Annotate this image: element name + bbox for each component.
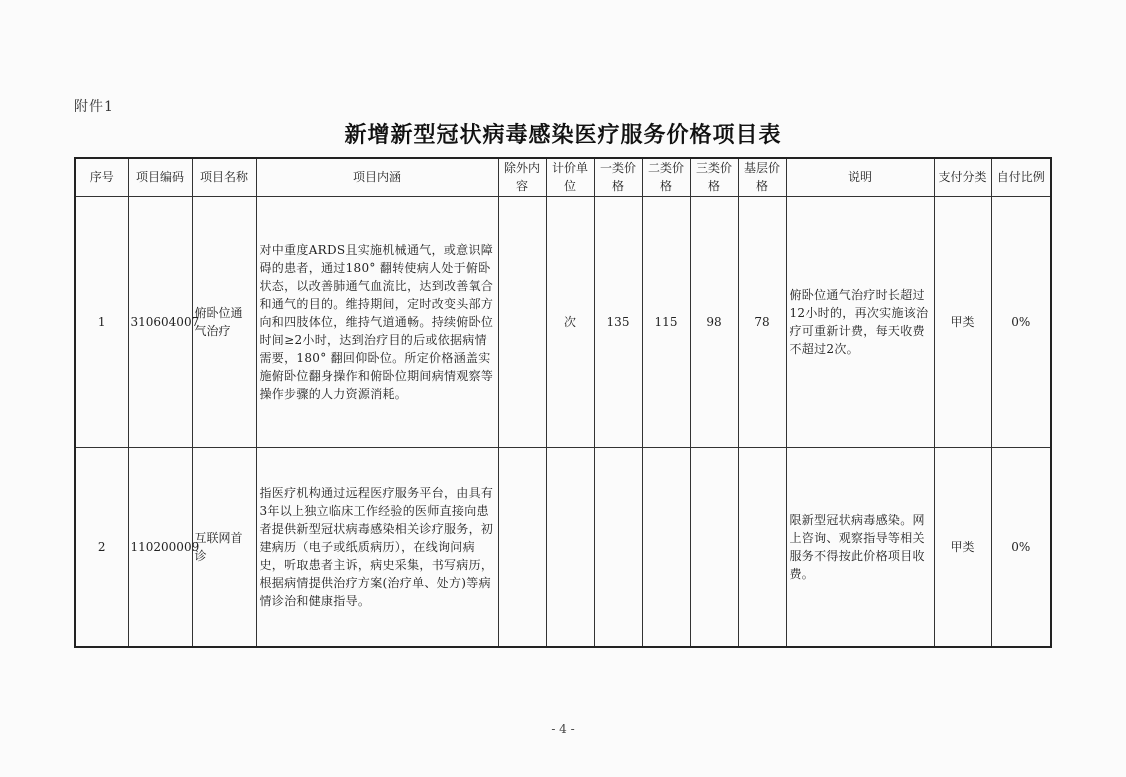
price-class-2 xyxy=(642,447,690,647)
col-header: 说明 xyxy=(786,158,934,196)
col-header: 自付比例 xyxy=(991,158,1051,196)
page-number: - 4 - xyxy=(551,722,575,736)
self-pay-ratio: 0% xyxy=(991,196,1051,447)
excluded-content xyxy=(498,447,546,647)
table-row xyxy=(75,196,1051,447)
col-header: 项目名称 xyxy=(192,158,256,196)
item-note: 限新型冠状病毒感染。网上咨询、观察指导等相关服务不得按此价格项目收费。 xyxy=(786,447,934,647)
col-header: 一类价格 xyxy=(594,158,642,196)
page-title: 新增新型冠状病毒感染医疗服务价格项目表 xyxy=(344,122,782,148)
item-note: 俯卧位通气治疗时长超过12小时的，再次实施该治疗可重新计费，每天收费不超过2次。 xyxy=(786,196,934,447)
item-content: 指医疗机构通过远程医疗服务平台，由具有3年以上独立临床工作经验的医师直接向患者提供新型冠状病毒感染相关诊疗服务，初建病历（电子或纸质病历），在线询问病史，听取患者主诉，病史采集，书写病历，根据病情提供治疗方案(治疗单、处方)等病情诊治和健康指导。 xyxy=(256,447,498,647)
table-row xyxy=(75,447,1051,647)
col-header: 除外内容 xyxy=(498,158,546,196)
price-table xyxy=(74,157,1052,648)
pay-class: 甲类 xyxy=(934,447,991,647)
table-header-row xyxy=(75,158,1051,196)
item-content: 对中重度ARDS且实施机械通气，或意识障碍的患者，通过180° 翻转使病人处于俯卧状态，以改善肺通气血流比，达到改善氧合和通气的目的。维持期间，定时改变头部方向和四肢体位，维持气道通畅。持续俯卧位时间≥2小时，达到治疗目的后或依据病情需要，180° 翻回仰卧位。所定价格涵盖实施俯卧位翻身操作和俯卧位期间病情观察等操作步骤的人力资源消耗。 xyxy=(256,196,498,447)
excluded-content xyxy=(498,196,546,447)
item-code: 310604007 xyxy=(128,196,192,447)
price-class-1: 135 xyxy=(594,196,642,447)
price-class-3: 98 xyxy=(690,196,738,447)
col-header: 支付分类 xyxy=(934,158,991,196)
price-class-2: 115 xyxy=(642,196,690,447)
item-name: 俯卧位通气治疗 xyxy=(192,196,256,447)
price-class-3 xyxy=(690,447,738,647)
pay-class: 甲类 xyxy=(934,196,991,447)
attachment-label: 附件1 xyxy=(74,99,114,115)
price-base: 78 xyxy=(738,196,786,447)
col-header: 项目编码 xyxy=(128,158,192,196)
pricing-unit: 次 xyxy=(546,196,594,447)
self-pay-ratio: 0% xyxy=(991,447,1051,647)
item-code: 110200009 xyxy=(128,447,192,647)
col-header: 二类价格 xyxy=(642,158,690,196)
price-class-1 xyxy=(594,447,642,647)
col-header: 计价单位 xyxy=(546,158,594,196)
price-base xyxy=(738,447,786,647)
pricing-unit xyxy=(546,447,594,647)
col-header: 项目内涵 xyxy=(256,158,498,196)
col-header: 序号 xyxy=(75,158,128,196)
col-header: 基层价格 xyxy=(738,158,786,196)
row-number: 2 xyxy=(75,447,128,647)
item-name: 互联网首诊 xyxy=(192,447,256,647)
col-header: 三类价格 xyxy=(690,158,738,196)
row-number: 1 xyxy=(75,196,128,447)
